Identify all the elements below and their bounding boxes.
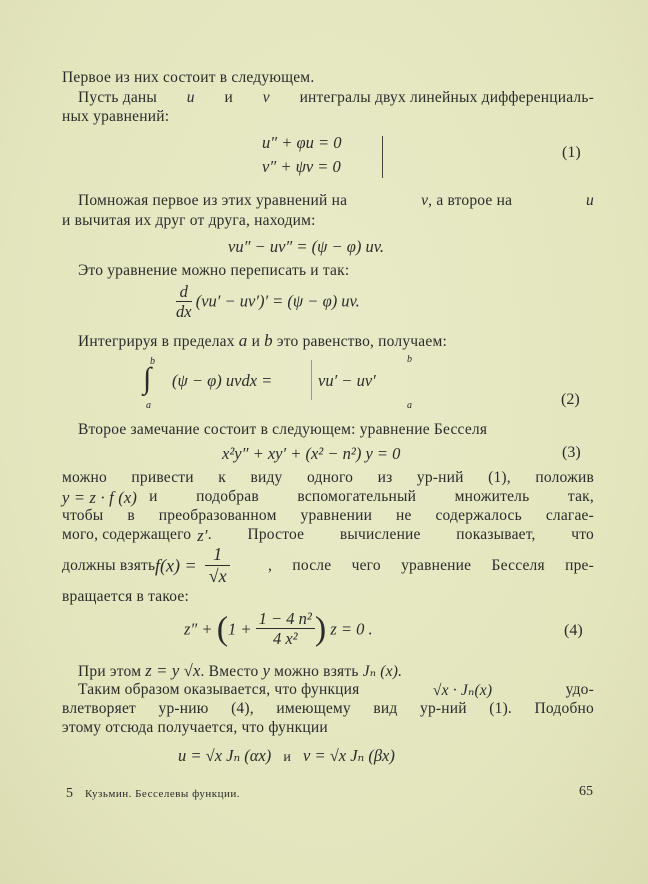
equation-number-2: (2) (561, 391, 580, 408)
paragraph-rewrite: Это уравнение можно переписать и так: (78, 262, 350, 279)
evaluation-upper-limit: b (407, 354, 412, 365)
eq4-fraction: $\frac{\text{1 − 4 n²}}{\text{4 x²}}$ (256, 610, 315, 649)
integral-body: (ψ − φ) uvdx = (172, 371, 273, 390)
equation-1a: u″ + φu = 0 (262, 133, 342, 152)
footer-signature: 5 Кузьмин. Бесселевы функции. (66, 786, 241, 801)
paragraph-conclusion-line2: влетворяет ур-нию (4), имеющему вид ур-ний (1). Подобно (62, 700, 594, 717)
paragraph-transform-line1: можно привести к виду одного из ур-ний (1), положив (62, 469, 594, 486)
page-number: 65 (579, 784, 593, 799)
equation-fx: f(x) = $\frac{1}{√x}$ (155, 545, 230, 587)
paragraph-conclusion-line1: Таким образом оказывается, что функция √x · Jₙ(x) удо- (78, 681, 594, 699)
fx-fraction: $\frac{1}{√x}$ (205, 545, 230, 587)
paragraph-multiply-line1: Помножая первое из этих уравнений на v, а второе на u (78, 192, 594, 209)
equation-derivative: $\frac{d}{dx}$ (vu′ − uv′)′ = (ψ − φ) uv. (176, 282, 360, 322)
paragraph-intro: Первое из них состоит в следующем. (62, 69, 315, 86)
paragraph-transform-line4: мого, содержащего z′ . Простое вычисление показывает, что (62, 526, 594, 545)
paragraph-substitution: При этом z = y √x. Вместо y можно взять Jₙ (x). (78, 661, 403, 680)
equation-number-1: (1) (562, 144, 581, 161)
evaluation-bar-left (311, 360, 312, 400)
bessel-equation: x²y″ + xy′ + (x² − n²) y = 0 (222, 444, 401, 463)
paragraph-transform-line3: чтобы в преобразованном уравнении не содержалось слагае- (62, 507, 594, 524)
paragraph-conclusion-line3: этому отсюда получается, что функции (62, 719, 328, 736)
equation-difference: vu″ − uv″ = (ψ − φ) uv. (228, 237, 385, 256)
integral-lower-limit: a (146, 400, 151, 411)
paragraph-integrate: Интегрируя в пределах a и b это равенство, получаем: (78, 331, 447, 350)
evaluation-lower-limit: a (407, 400, 412, 411)
equation-4: z″ + (1 + $\frac{\text{1 − 4 n²}}{\text{4 x²}}$ ) z = 0 . (184, 609, 373, 649)
equation-number-3: (3) (562, 444, 581, 461)
derivative-fraction: $\frac{d}{dx}$ (176, 282, 192, 322)
paragraph-multiply-line2: и вычитая их друг от друга, находим: (62, 212, 316, 229)
paragraph-transform-line2: y = z · f (x) и подобрав вспомогательный множитель так, (62, 488, 594, 507)
equation-number-4: (4) (564, 622, 583, 639)
system-bracket (382, 136, 383, 178)
paragraph-transform-line5-tail: , после чего уравнение Бесселя пре- (268, 557, 594, 574)
integral-rhs: vu′ − uv′ (318, 371, 376, 390)
paragraph-given-line2: ных уравнений: (62, 108, 170, 125)
equation-1b: v″ + ψv = 0 (262, 157, 341, 176)
integral-sign: ∫ (143, 362, 152, 395)
equation-final: u = √x Jₙ (αx) и v = √x Jₙ (βx) (178, 746, 395, 765)
paragraph-transform-line5-lead: должны взять (62, 557, 156, 574)
paragraph-bessel-intro: Второе замечание состоит в следующем: уравнение Бесселя (78, 421, 488, 438)
paragraph-transform-line6: вращается в такое: (62, 588, 189, 605)
integral-upper-limit: b (150, 356, 155, 367)
paragraph-given-line1: Пусть даны u и v интегралы двух линейных дифференциаль- (78, 89, 594, 106)
